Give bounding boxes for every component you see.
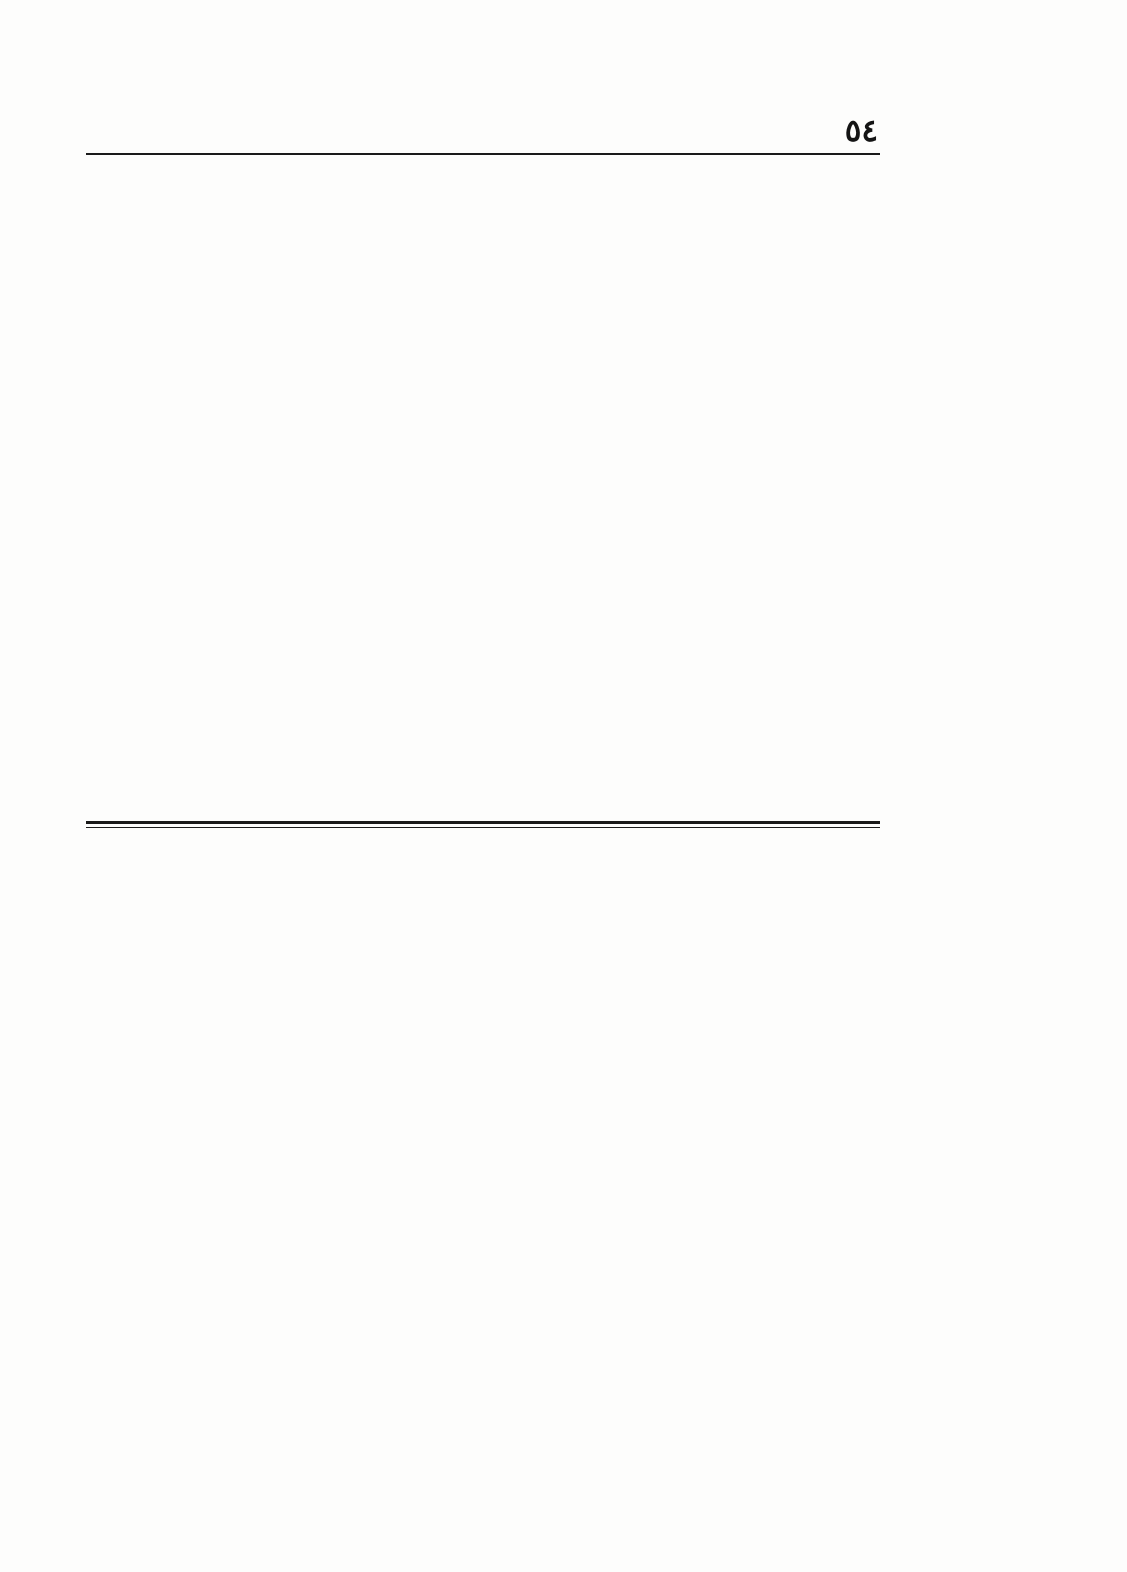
footnote-line xyxy=(90,1149,882,1187)
footnote-line xyxy=(90,1453,882,1491)
text-line xyxy=(90,490,882,536)
header-rule xyxy=(86,153,880,155)
footnote-separator-thin xyxy=(86,827,880,828)
footnote-line xyxy=(90,1111,882,1149)
text-line xyxy=(110,170,882,216)
text-line xyxy=(90,404,882,450)
text-line xyxy=(90,361,882,407)
footnote-line xyxy=(90,959,882,997)
footnote-line xyxy=(90,1301,882,1339)
footnote-line xyxy=(90,1035,882,1073)
footnote-separator xyxy=(86,821,880,824)
text-line xyxy=(90,275,882,321)
text-line xyxy=(90,576,882,622)
footnote-line xyxy=(90,921,882,959)
text-line xyxy=(90,791,882,837)
text-line xyxy=(90,748,882,794)
text-line xyxy=(90,705,882,751)
text-line xyxy=(90,533,882,579)
footnote-line xyxy=(90,1491,882,1529)
text-line xyxy=(110,222,882,268)
footnote-line xyxy=(90,1187,882,1225)
footnote-line xyxy=(90,883,882,921)
text-line xyxy=(90,447,882,493)
footnote-line xyxy=(90,845,882,883)
footnote-line xyxy=(90,1225,882,1263)
footnote-line xyxy=(90,1415,882,1453)
page-number: ٥٤ xyxy=(844,113,878,149)
footnote-line xyxy=(90,1263,882,1301)
text-line xyxy=(90,619,882,665)
footnote-line xyxy=(90,997,882,1035)
footnote-line xyxy=(90,1339,882,1377)
text-line xyxy=(90,318,882,364)
footnote-line xyxy=(90,1377,882,1415)
footnote-line xyxy=(90,1073,882,1111)
page-header xyxy=(88,105,878,153)
footnote-line xyxy=(90,1529,882,1567)
text-line xyxy=(90,662,882,708)
